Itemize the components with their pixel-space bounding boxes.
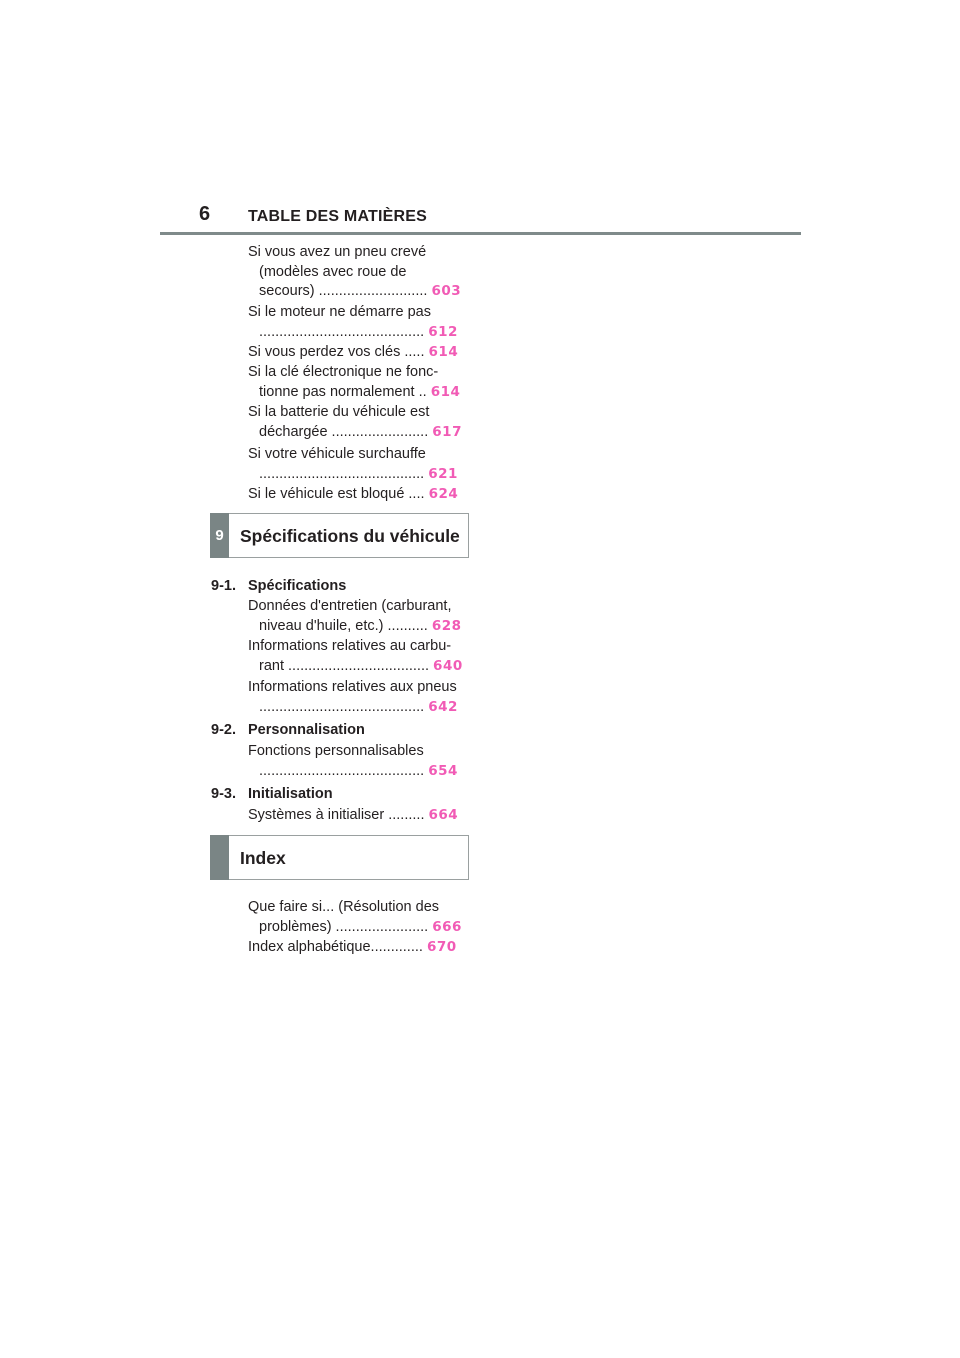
page-link[interactable]: 624 [428, 486, 459, 502]
toc-entry[interactable] [248, 806, 468, 826]
toc-entry-text: Si la clé électronique ne fonc- [248, 364, 439, 380]
toc-entry[interactable] [248, 637, 468, 676]
toc-entry-text: déchargée ........................ [259, 423, 429, 440]
toc-entry-text: niveau d'huile, etc.) .......... [259, 617, 428, 634]
section-tab [210, 835, 229, 880]
subsection-number: 9-3. [211, 786, 236, 802]
page-link[interactable]: 654 [428, 762, 458, 779]
toc-entry[interactable] [248, 898, 468, 937]
subsection-heading [211, 785, 333, 804]
page-header-title: TABLE DES MATIÈRES [248, 208, 428, 225]
section-header-index[interactable] [210, 835, 469, 880]
toc-entry-text: (modèles avec roue de [259, 263, 407, 280]
page-link[interactable]: 621 [428, 465, 458, 482]
toc-entry-text: ......................................... [259, 323, 425, 340]
toc-entry[interactable] [248, 343, 468, 363]
toc-entry-text: Si vous avez un pneu crevé [248, 244, 427, 260]
subsection-number: 9-2. [211, 722, 236, 738]
toc-entry-text: problèmes) ....................... [259, 918, 429, 935]
subsection-heading [211, 721, 365, 740]
toc-entry[interactable] [248, 363, 468, 402]
toc-entry-text: Si la batterie du véhicule est [248, 404, 430, 420]
toc-entry[interactable] [248, 485, 468, 505]
toc-entry[interactable] [248, 445, 468, 484]
toc-entry-text: Données d'entretien (carburant, [248, 598, 452, 614]
toc-entry-text: rant ................................... [259, 657, 430, 674]
section-title: Spécifications du véhicule [240, 526, 460, 546]
toc-entry-text: ......................................... [259, 465, 425, 482]
toc-entry-text: Fonctions personnalisables [248, 743, 424, 759]
toc-entry[interactable] [248, 403, 468, 442]
toc-entry[interactable] [248, 742, 468, 781]
page-link[interactable]: 640 [433, 657, 463, 674]
page-link[interactable]: 664 [428, 807, 459, 823]
toc-entry[interactable] [248, 938, 468, 958]
toc-entry[interactable] [248, 678, 468, 717]
section-title: Index [240, 848, 286, 868]
toc-entry[interactable] [248, 243, 468, 302]
page-link[interactable]: 612 [428, 323, 458, 340]
page-number: 6 [199, 203, 211, 225]
section-tab: 9 [210, 513, 229, 558]
page-link[interactable]: 614 [428, 344, 459, 360]
subsection-title: Personnalisation [248, 722, 365, 738]
page-link[interactable]: 617 [432, 423, 462, 440]
toc-entry[interactable] [248, 597, 468, 636]
subsection-title: Initialisation [248, 786, 333, 802]
section-header-specifications[interactable] [210, 513, 469, 558]
page-link[interactable]: 603 [431, 283, 462, 299]
page-link[interactable]: 628 [431, 617, 462, 634]
toc-entry-text: ......................................... [259, 762, 425, 779]
toc-entry-text: Informations relatives aux pneus [248, 679, 457, 695]
toc-entry-text: Si votre véhicule surchauffe [248, 446, 426, 462]
toc-entry-text: tionne pas normalement .. [259, 383, 427, 400]
subsection-title: Spécifications [248, 578, 347, 594]
toc-entry-text: Si vous perdez vos clés ..... [248, 344, 425, 360]
subsection-heading [211, 577, 346, 596]
toc-entry-text: Index alphabétique............. [248, 939, 423, 955]
toc-entry-text: ......................................... [259, 698, 425, 715]
toc-entry-text: Si le moteur ne démarre pas [248, 304, 431, 320]
toc-entry-text: Que faire si... (Résolution des [248, 899, 440, 915]
page-link[interactable]: 642 [428, 698, 458, 715]
page-link[interactable]: 670 [426, 939, 457, 955]
toc-entry-text: Systèmes à initialiser ......... [248, 807, 425, 823]
toc-entry-text: Informations relatives au carbu- [248, 638, 452, 654]
toc-entry[interactable] [248, 303, 468, 342]
toc-entry-text: Si le véhicule est bloqué .... [248, 486, 425, 502]
subsection-number: 9-1. [211, 578, 236, 594]
toc-entry-text: secours) ........................... [259, 283, 428, 299]
page-link[interactable]: 614 [430, 383, 461, 400]
header-rule [160, 232, 801, 235]
page-link[interactable]: 666 [432, 918, 462, 935]
